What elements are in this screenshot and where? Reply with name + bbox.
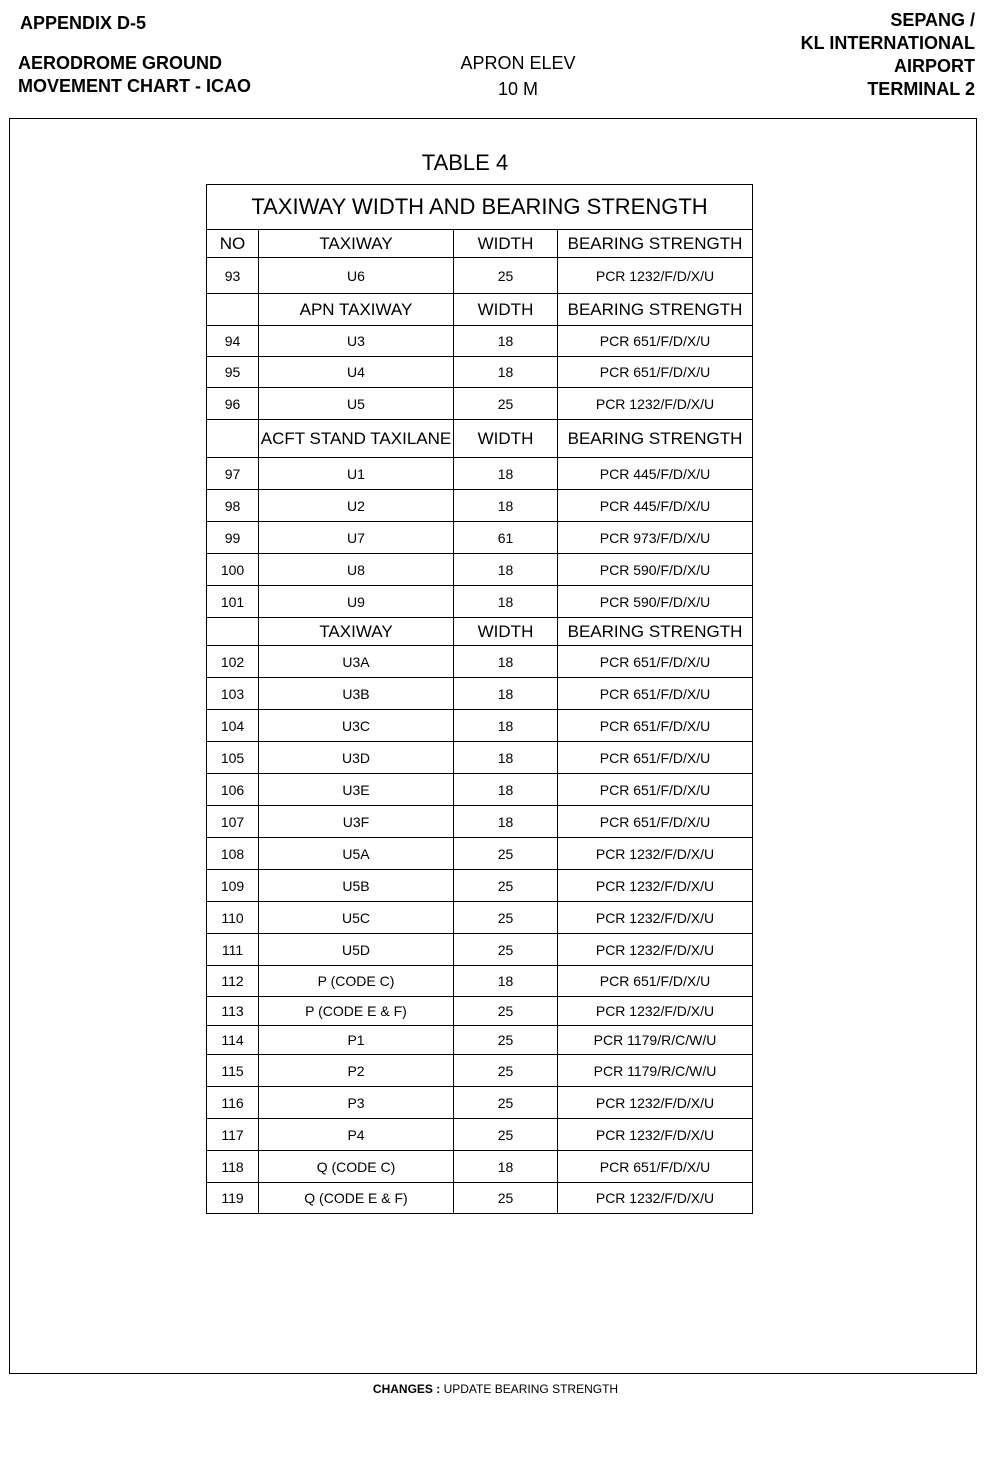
- cell-width: 25: [454, 902, 558, 934]
- cell-no: 93: [207, 258, 259, 294]
- cell-no: 101: [207, 586, 259, 618]
- cell-taxiway: P1: [259, 1026, 454, 1055]
- cell-taxiway: U3C: [259, 710, 454, 742]
- cell-taxiway: U3: [259, 326, 454, 357]
- cell-no: 105: [207, 742, 259, 774]
- cell-no: 117: [207, 1119, 259, 1151]
- cell-taxiway: U8: [259, 554, 454, 586]
- table-row: [207, 742, 753, 774]
- cell-taxiway: U7: [259, 522, 454, 554]
- section-header-row: [207, 294, 753, 326]
- cell-width: 18: [454, 774, 558, 806]
- column-header-bearing-strength: BEARING STRENGTH: [558, 420, 753, 458]
- airport-name: [801, 9, 975, 101]
- cell-bearing-strength: PCR 590/F/D/X/U: [558, 554, 753, 586]
- cell-width: 25: [454, 997, 558, 1026]
- cell-taxiway: U3B: [259, 678, 454, 710]
- column-header-taxiway: ACFT STAND TAXILANE: [259, 420, 454, 458]
- cell-no: 115: [207, 1055, 259, 1087]
- table-row: [207, 838, 753, 870]
- cell-width: 18: [454, 1151, 558, 1183]
- table-row: [207, 678, 753, 710]
- column-header-no: [207, 294, 259, 326]
- cell-no: 113: [207, 997, 259, 1026]
- cell-no: 112: [207, 966, 259, 997]
- cell-no: 94: [207, 326, 259, 357]
- cell-width: 18: [454, 678, 558, 710]
- cell-taxiway: Q (CODE E & F): [259, 1183, 454, 1214]
- chart-type-line-1: AERODROME GROUND: [18, 53, 223, 73]
- apron-elevation-value: 10 M: [497, 79, 539, 99]
- column-header-taxiway: TAXIWAY: [259, 618, 454, 646]
- table-row: [207, 1151, 753, 1183]
- cell-taxiway: U5B: [259, 870, 454, 902]
- cell-width: 18: [454, 966, 558, 997]
- cell-width: 18: [454, 742, 558, 774]
- cell-bearing-strength: PCR 651/F/D/X/U: [558, 774, 753, 806]
- table-row: [207, 554, 753, 586]
- cell-taxiway: P2: [259, 1055, 454, 1087]
- column-header-width: WIDTH: [454, 618, 558, 646]
- table-row: [207, 258, 753, 294]
- taxiway-table: [206, 184, 753, 1214]
- cell-taxiway: U9: [259, 586, 454, 618]
- cell-width: 18: [454, 357, 558, 388]
- cell-no: 118: [207, 1151, 259, 1183]
- cell-bearing-strength: PCR 445/F/D/X/U: [558, 458, 753, 490]
- cell-bearing-strength: PCR 1232/F/D/X/U: [558, 997, 753, 1026]
- chart-type-line-2: MOVEMENT CHART - ICAO: [18, 76, 251, 96]
- cell-bearing-strength: PCR 1179/R/C/W/U: [558, 1026, 753, 1055]
- cell-no: 111: [207, 934, 259, 966]
- table-row: [207, 966, 753, 997]
- cell-width: 25: [454, 1087, 558, 1119]
- column-header-width: WIDTH: [454, 230, 558, 258]
- cell-no: 116: [207, 1087, 259, 1119]
- cell-bearing-strength: PCR 651/F/D/X/U: [558, 966, 753, 997]
- cell-taxiway: U5: [259, 388, 454, 420]
- cell-no: 119: [207, 1183, 259, 1214]
- cell-bearing-strength: PCR 651/F/D/X/U: [558, 646, 753, 678]
- cell-taxiway: U3A: [259, 646, 454, 678]
- cell-width: 18: [454, 554, 558, 586]
- cell-width: 25: [454, 1183, 558, 1214]
- cell-no: 103: [207, 678, 259, 710]
- table-row: [207, 646, 753, 678]
- cell-bearing-strength: PCR 651/F/D/X/U: [558, 806, 753, 838]
- cell-bearing-strength: PCR 1232/F/D/X/U: [558, 870, 753, 902]
- cell-bearing-strength: PCR 651/F/D/X/U: [558, 678, 753, 710]
- cell-taxiway: U4: [259, 357, 454, 388]
- cell-no: 109: [207, 870, 259, 902]
- cell-width: 18: [454, 326, 558, 357]
- cell-no: 95: [207, 357, 259, 388]
- table-row: [207, 522, 753, 554]
- table-row: [207, 997, 753, 1026]
- cell-no: 102: [207, 646, 259, 678]
- table-row: [207, 388, 753, 420]
- section-header-row: [207, 230, 753, 258]
- cell-taxiway: P (CODE E & F): [259, 997, 454, 1026]
- cell-bearing-strength: PCR 651/F/D/X/U: [558, 357, 753, 388]
- column-header-taxiway: TAXIWAY: [259, 230, 454, 258]
- cell-taxiway: U3F: [259, 806, 454, 838]
- cell-bearing-strength: PCR 1232/F/D/X/U: [558, 1087, 753, 1119]
- cell-width: 25: [454, 838, 558, 870]
- table-row: [207, 710, 753, 742]
- table-row: [207, 934, 753, 966]
- cell-taxiway: Q (CODE C): [259, 1151, 454, 1183]
- table-row: [207, 326, 753, 357]
- table-row: [207, 902, 753, 934]
- cell-bearing-strength: PCR 445/F/D/X/U: [558, 490, 753, 522]
- appendix-label: APPENDIX D-5: [20, 13, 147, 33]
- cell-no: 110: [207, 902, 259, 934]
- table-row: [207, 870, 753, 902]
- cell-taxiway: P (CODE C): [259, 966, 454, 997]
- column-header-bearing-strength: BEARING STRENGTH: [558, 230, 753, 258]
- airport-name-line-3: AIRPORT: [894, 56, 975, 76]
- cell-no: 97: [207, 458, 259, 490]
- cell-taxiway: P4: [259, 1119, 454, 1151]
- column-header-no: [207, 618, 259, 646]
- airport-name-line-4: TERMINAL 2: [867, 79, 975, 99]
- cell-no: 96: [207, 388, 259, 420]
- cell-taxiway: U5A: [259, 838, 454, 870]
- cell-width: 18: [454, 586, 558, 618]
- cell-bearing-strength: PCR 1179/R/C/W/U: [558, 1055, 753, 1087]
- cell-taxiway: U1: [259, 458, 454, 490]
- table-row: [207, 458, 753, 490]
- cell-bearing-strength: PCR 1232/F/D/X/U: [558, 1183, 753, 1214]
- table-row: [207, 1183, 753, 1214]
- cell-no: 106: [207, 774, 259, 806]
- cell-bearing-strength: PCR 973/F/D/X/U: [558, 522, 753, 554]
- chart-type-title: [18, 52, 251, 98]
- apron-elevation-label: APRON ELEV: [460, 53, 576, 73]
- cell-width: 18: [454, 646, 558, 678]
- cell-taxiway: P3: [259, 1087, 454, 1119]
- cell-width: 25: [454, 934, 558, 966]
- cell-no: 108: [207, 838, 259, 870]
- table-row: [207, 1055, 753, 1087]
- cell-no: 104: [207, 710, 259, 742]
- cell-bearing-strength: PCR 1232/F/D/X/U: [558, 258, 753, 294]
- column-header-bearing-strength: BEARING STRENGTH: [558, 294, 753, 326]
- table-row: [207, 357, 753, 388]
- table-row: [207, 1119, 753, 1151]
- changes-label: CHANGES :: [372, 1382, 441, 1396]
- cell-taxiway: U3D: [259, 742, 454, 774]
- table-row: [207, 806, 753, 838]
- changes-note: [0, 1382, 991, 1396]
- column-header-width: WIDTH: [454, 294, 558, 326]
- cell-bearing-strength: PCR 1232/F/D/X/U: [558, 1119, 753, 1151]
- cell-taxiway: U5C: [259, 902, 454, 934]
- cell-width: 25: [454, 258, 558, 294]
- table-row: [207, 490, 753, 522]
- cell-width: 18: [454, 490, 558, 522]
- cell-bearing-strength: PCR 1232/F/D/X/U: [558, 902, 753, 934]
- cell-taxiway: U3E: [259, 774, 454, 806]
- cell-bearing-strength: PCR 1232/F/D/X/U: [558, 838, 753, 870]
- cell-width: 18: [454, 806, 558, 838]
- table-row: [207, 1087, 753, 1119]
- cell-width: 25: [454, 1026, 558, 1055]
- cell-taxiway: U6: [259, 258, 454, 294]
- table-label: TABLE 4: [421, 150, 509, 175]
- cell-width: 25: [454, 388, 558, 420]
- table-row: [207, 774, 753, 806]
- table-row: [207, 586, 753, 618]
- table-title: TAXIWAY WIDTH AND BEARING STRENGTH: [207, 185, 753, 230]
- cell-bearing-strength: PCR 651/F/D/X/U: [558, 710, 753, 742]
- cell-no: 114: [207, 1026, 259, 1055]
- cell-no: 99: [207, 522, 259, 554]
- cell-width: 18: [454, 710, 558, 742]
- airport-name-line-2: KL INTERNATIONAL: [800, 33, 975, 53]
- cell-taxiway: U2: [259, 490, 454, 522]
- column-header-bearing-strength: BEARING STRENGTH: [558, 618, 753, 646]
- cell-width: 18: [454, 458, 558, 490]
- cell-bearing-strength: PCR 590/F/D/X/U: [558, 586, 753, 618]
- section-header-row: [207, 618, 753, 646]
- cell-bearing-strength: PCR 1232/F/D/X/U: [558, 388, 753, 420]
- cell-taxiway: U5D: [259, 934, 454, 966]
- cell-bearing-strength: PCR 1232/F/D/X/U: [558, 934, 753, 966]
- cell-no: 100: [207, 554, 259, 586]
- cell-bearing-strength: PCR 651/F/D/X/U: [558, 1151, 753, 1183]
- table-row: [207, 1026, 753, 1055]
- cell-no: 107: [207, 806, 259, 838]
- apron-elevation: [418, 50, 618, 102]
- column-header-width: WIDTH: [454, 420, 558, 458]
- cell-width: 25: [454, 870, 558, 902]
- cell-no: 98: [207, 490, 259, 522]
- column-header-no: [207, 420, 259, 458]
- changes-text: UPDATE BEARING STRENGTH: [440, 1382, 619, 1396]
- cell-bearing-strength: PCR 651/F/D/X/U: [558, 326, 753, 357]
- column-header-taxiway: APN TAXIWAY: [259, 294, 454, 326]
- cell-bearing-strength: PCR 651/F/D/X/U: [558, 742, 753, 774]
- cell-width: 25: [454, 1055, 558, 1087]
- airport-name-line-1: SEPANG /: [890, 10, 975, 30]
- cell-width: 61: [454, 522, 558, 554]
- cell-width: 25: [454, 1119, 558, 1151]
- column-header-no: NO: [207, 230, 259, 258]
- section-header-row: [207, 420, 753, 458]
